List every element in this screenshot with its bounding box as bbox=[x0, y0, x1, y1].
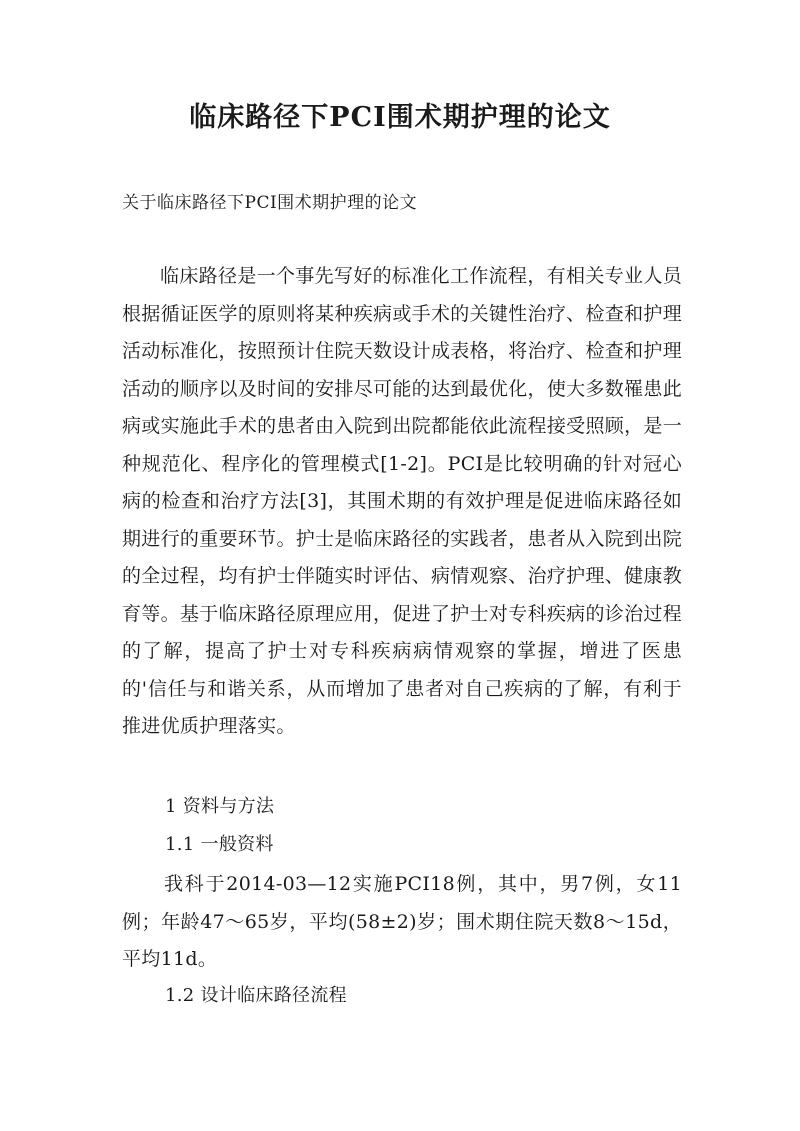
section-heading-1-2: 1.2 设计临床路径流程 bbox=[165, 985, 347, 1006]
section-heading-1: 1 资料与方法 bbox=[165, 796, 275, 817]
general-data-paragraph: 我科于2014-03—12实施PCI18例，其中，男7例，女11例；年龄47～65岁，平均(58±2)岁；围术期住院天数8～15d，平均11d。 bbox=[122, 873, 682, 970]
intro-paragraph: 临床路径是一个事先写好的标准化工作流程，有相关专业人员根据循证医学的原则将某种疾病或手术的关键性治疗、检查和护理活动标准化，按照预计住院天数设计成表格，将治疗、检查和护理活动的顺序以及时间的安排尽可能的达到最优化，使大多数罹患此病或实施此手术的患者由入院到出院都能依此流程接受照顾，是一种规范化、程序化的管理模式[1-2]。PCI是比较明确的针对冠心病的检查和治疗方法[3]，其围术期的有效护理是促进临床路径如期进行的重要环节。护士是临床路径的实践者，患者从入院到出院的全过程，均有护士伴随实时评估、病情观察、治疗护理、健康教育等。基于临床路径原理应用，促进了护士对专科疾病的诊治过程的了解，提高了护士对专科疾病病情观察的掌握，增进了医患的'信任与和谐关系，从而增加了患者对自己疾病的了解，有利于推进优质护理落实。 bbox=[122, 265, 682, 737]
document-title: 临床路径下PCI围术期护理的论文 bbox=[189, 102, 611, 133]
document-subtitle: 关于临床路径下PCI围术期护理的论文 bbox=[122, 193, 418, 213]
section-heading-1-1: 1.1 一般资料 bbox=[165, 834, 274, 855]
